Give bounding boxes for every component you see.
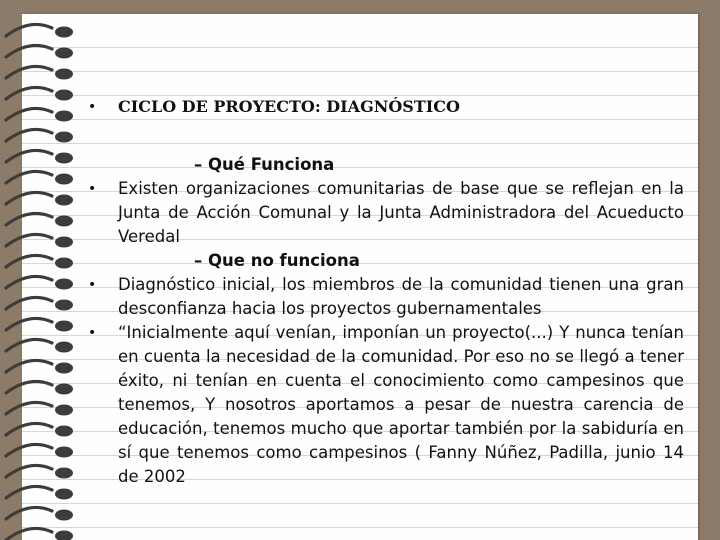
spiral-ring (6, 318, 52, 330)
spiral-ring (6, 192, 52, 204)
bullet-diagnosis (84, 273, 684, 321)
bullet-quote (84, 321, 684, 489)
spiral-hole (55, 27, 73, 38)
spiral-hole (55, 132, 73, 143)
spiral-ring (6, 45, 52, 57)
spiral-hole (55, 258, 73, 269)
spiral-binding-icon (0, 14, 90, 540)
spiral-ring (6, 87, 52, 99)
spiral-hole (55, 195, 73, 206)
spiral-ring (6, 150, 52, 162)
paragraph-works: Existen organizaciones comunitarias de base que se reflejan en la Junta de Acción Comunal y la Junta Administradora del Acueducto Veredal (118, 179, 684, 246)
spiral-ring (6, 360, 52, 372)
spiral-hole (55, 90, 73, 101)
spiral-hole (55, 510, 73, 521)
spiral-ring (6, 402, 52, 414)
spiral-ring (6, 423, 52, 435)
spiral-ring (6, 171, 52, 183)
spiral-hole (55, 405, 73, 416)
spiral-ring (6, 507, 52, 519)
spiral-hole (55, 384, 73, 395)
spiral-hole (55, 279, 73, 290)
spiral-ring (6, 129, 52, 141)
spiral-hole (55, 111, 73, 122)
spiral-hole (55, 69, 73, 80)
spiral-ring (6, 255, 52, 267)
bullet-icon: • (88, 181, 97, 197)
spiral-ring (6, 297, 52, 309)
spiral-hole (55, 174, 73, 185)
spiral-ring (6, 486, 52, 498)
spiral-ring (6, 66, 52, 78)
subheading-works: – Qué Funciona (194, 155, 335, 174)
bullet-icon: • (88, 325, 97, 341)
spiral-hole (55, 531, 73, 540)
spiral-ring (6, 444, 52, 456)
spiral-hole (55, 300, 73, 311)
paragraph-diagnosis: Diagnóstico inicial, los miembros de la comunidad tienen una gran desconfianza hacia los proyectos gubernamentales (118, 275, 684, 318)
bullet-icon: • (88, 277, 97, 293)
spiral-hole (55, 363, 73, 374)
spiral-ring (6, 381, 52, 393)
spiral-hole (55, 447, 73, 458)
spiral-hole (55, 468, 73, 479)
spiral-hole (55, 216, 73, 227)
spiral-hole (55, 426, 73, 437)
bullet-heading (84, 95, 684, 119)
spiral-hole (55, 489, 73, 500)
subheading-not-works: – Que no funciona (194, 251, 360, 270)
spiral-ring (6, 213, 52, 225)
spiral-ring (6, 276, 52, 288)
spiral-hole (55, 48, 73, 59)
spiral-ring (6, 528, 52, 540)
slide-content (84, 95, 684, 489)
spiral-hole (55, 342, 73, 353)
slide-heading: CICLO DE PROYECTO: DIAGNÓSTICO (118, 97, 460, 116)
paragraph-quote: “Inicialmente aquí venían, imponían un proyecto(...) Y nunca tenían en cuenta la necesidad de la comunidad. Por eso no se llegó a tener éxito, ni tenían en cuenta el conocimiento como campesinos que tenemos, Y nosotros aportamos a pesar de nuestra carencia de educación, tenemos mucho que aportar también por la sabiduría en sí que tenemos como campesinos ( Fanny Núñez, Padilla, junio 14 de 2002 (118, 323, 684, 486)
bullet-works (84, 177, 684, 249)
spiral-ring (6, 234, 52, 246)
spiral-hole (55, 237, 73, 248)
bullet-icon: • (88, 99, 97, 115)
spiral-hole (55, 153, 73, 164)
spiral-ring (6, 108, 52, 120)
spiral-hole (55, 321, 73, 332)
spiral-ring (6, 465, 52, 477)
spiral-ring (6, 24, 52, 36)
spiral-ring (6, 339, 52, 351)
